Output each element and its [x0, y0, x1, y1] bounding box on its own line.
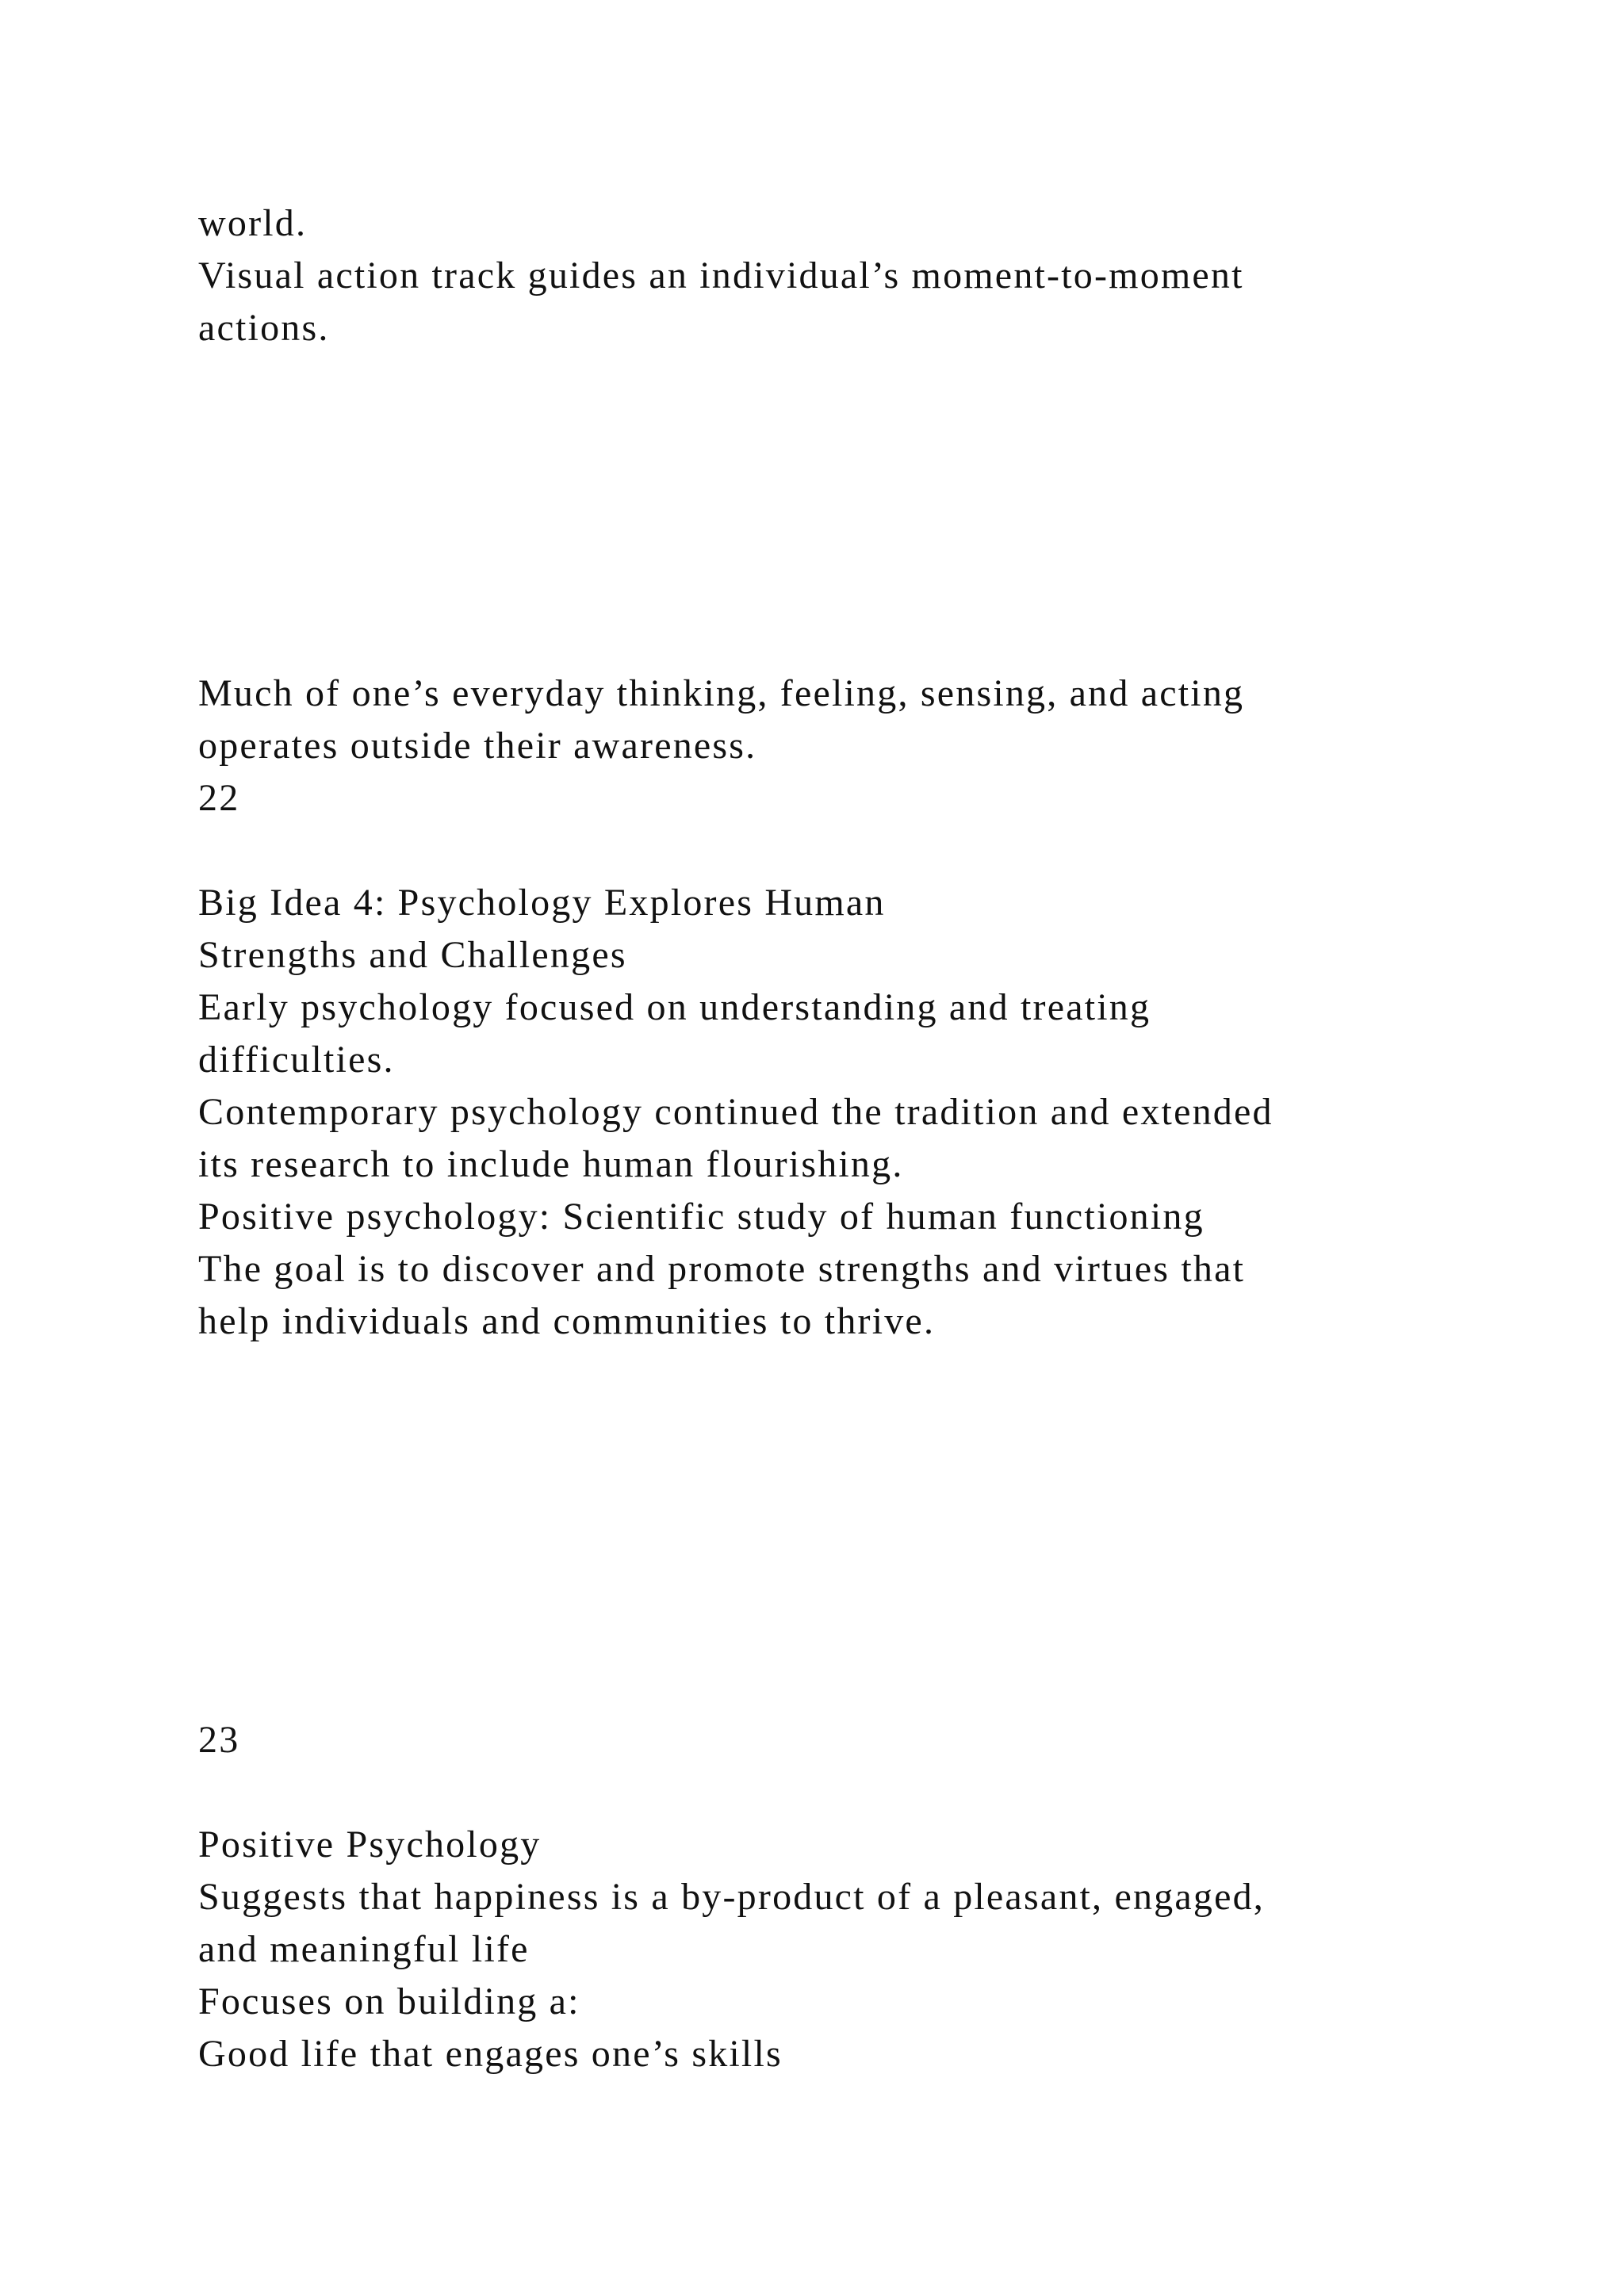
section-heading: Positive Psychology: [198, 1823, 542, 1866]
section-heading: Strengths and Challenges: [198, 934, 627, 976]
text-line: Visual action track guides an individual’s moment-to-moment: [198, 254, 1244, 297]
text-line: Early psychology focused on understanding and treating: [198, 986, 1151, 1028]
section-heading: Big Idea 4: Psychology Explores Human: [198, 882, 886, 924]
text-line: Positive psychology: Scientific study of human functioning: [198, 1196, 1205, 1238]
text-line: difficulties.: [198, 1039, 395, 1081]
text-line: actions.: [198, 307, 330, 349]
text-line: Focuses on building a:: [198, 1980, 580, 2022]
text-line: operates outside their awareness.: [198, 725, 757, 767]
text-line: world.: [198, 202, 308, 244]
text-line: Suggests that happiness is a by-product of a pleasant, engaged,: [198, 1876, 1265, 1918]
text-line: help individuals and communities to thrive.: [198, 1300, 936, 1342]
text-line: Good life that engages one’s skills: [198, 2033, 783, 2075]
text-line: its research to include human flourishing.: [198, 1143, 904, 1185]
text-line: Much of one’s everyday thinking, feeling, sensing, and acting: [198, 672, 1245, 714]
text-line: Contemporary psychology continued the tradition and extended: [198, 1091, 1274, 1133]
page-number: 23: [198, 1719, 240, 1761]
text-line: and meaningful life: [198, 1928, 530, 1970]
text-line: The goal is to discover and promote strengths and virtues that: [198, 1248, 1246, 1290]
page-number: 22: [198, 777, 240, 819]
